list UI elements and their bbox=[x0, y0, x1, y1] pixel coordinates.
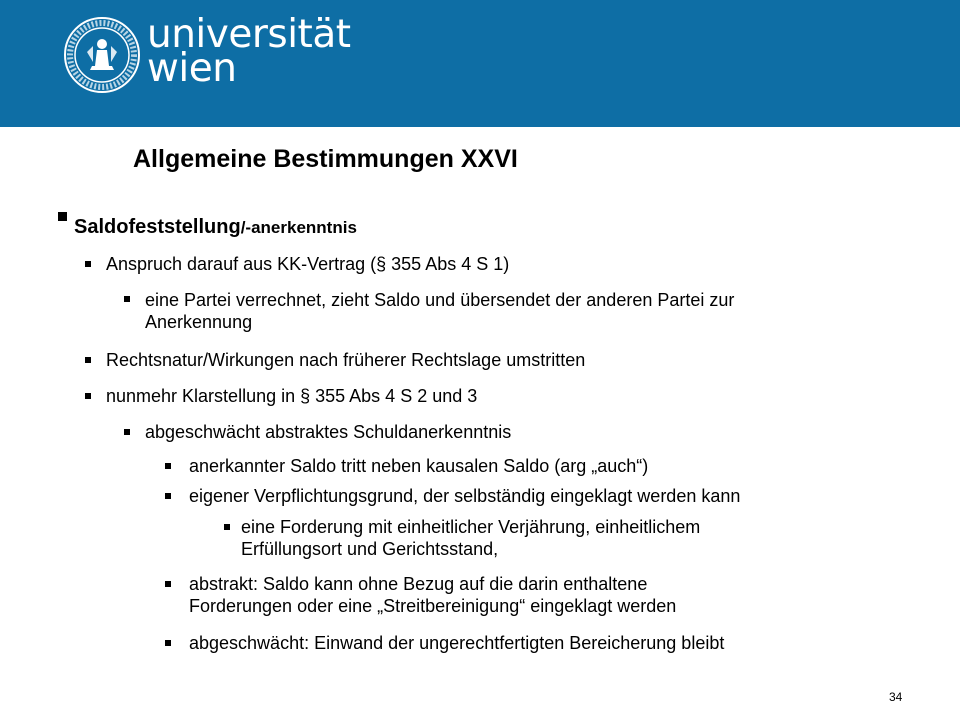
logo-line-2: wien bbox=[147, 46, 237, 91]
level1-heading-suffix: /-anerkenntnis bbox=[240, 218, 357, 237]
bullet bbox=[85, 261, 91, 267]
logo-line-1: universität bbox=[147, 12, 351, 57]
bullet bbox=[224, 524, 230, 530]
page-number: 34 bbox=[889, 690, 903, 704]
list-item: eigener Verpflichtungsgrund, der selbständig eingeklagt werden kann bbox=[189, 486, 741, 506]
list-item-continuation: Anerkennung bbox=[145, 312, 253, 332]
list-item: eine Partei verrechnet, zieht Saldo und übersendet der anderen Partei zur bbox=[145, 290, 735, 310]
list-item-continuation: Erfüllungsort und Gerichtsstand, bbox=[241, 539, 499, 559]
list-item: anerkannter Saldo tritt neben kausalen Saldo (arg „auch“) bbox=[189, 456, 649, 476]
bullet bbox=[124, 296, 130, 302]
level1-bullet bbox=[58, 212, 67, 221]
bullet bbox=[85, 393, 91, 399]
list-item: abgeschwächt abstraktes Schuldanerkenntnis bbox=[145, 422, 512, 442]
list-item: Rechtsnatur/Wirkungen nach früherer Rechtslage umstritten bbox=[106, 350, 586, 370]
level1-heading bbox=[74, 217, 357, 238]
bullet bbox=[165, 463, 171, 469]
university-logo-text bbox=[147, 12, 351, 91]
bullet bbox=[85, 357, 91, 363]
level1-heading-bold: Saldofeststellung bbox=[74, 216, 241, 238]
bullet bbox=[124, 429, 130, 435]
list-item: eine Forderung mit einheitlicher Verjährung, einheitlichem bbox=[241, 517, 701, 537]
university-seal-icon bbox=[63, 16, 141, 94]
header-bar bbox=[0, 0, 960, 127]
list-item: nunmehr Klarstellung in § 355 Abs 4 S 2 und 3 bbox=[106, 386, 478, 406]
list-item: abgeschwächt: Einwand der ungerechtfertigten Bereicherung bleibt bbox=[189, 633, 725, 653]
list-item-continuation: Forderungen oder eine „Streitbereinigung“ eingeklagt werden bbox=[189, 596, 677, 616]
list-item: abstrakt: Saldo kann ohne Bezug auf die darin enthaltene bbox=[189, 574, 648, 594]
slide-title: Allgemeine Bestimmungen XXVI bbox=[133, 145, 518, 173]
bullet bbox=[165, 581, 171, 587]
bullet bbox=[165, 640, 171, 646]
list-item: Anspruch darauf aus KK-Vertrag (§ 355 Abs 4 S 1) bbox=[106, 254, 510, 274]
bullet bbox=[165, 493, 171, 499]
